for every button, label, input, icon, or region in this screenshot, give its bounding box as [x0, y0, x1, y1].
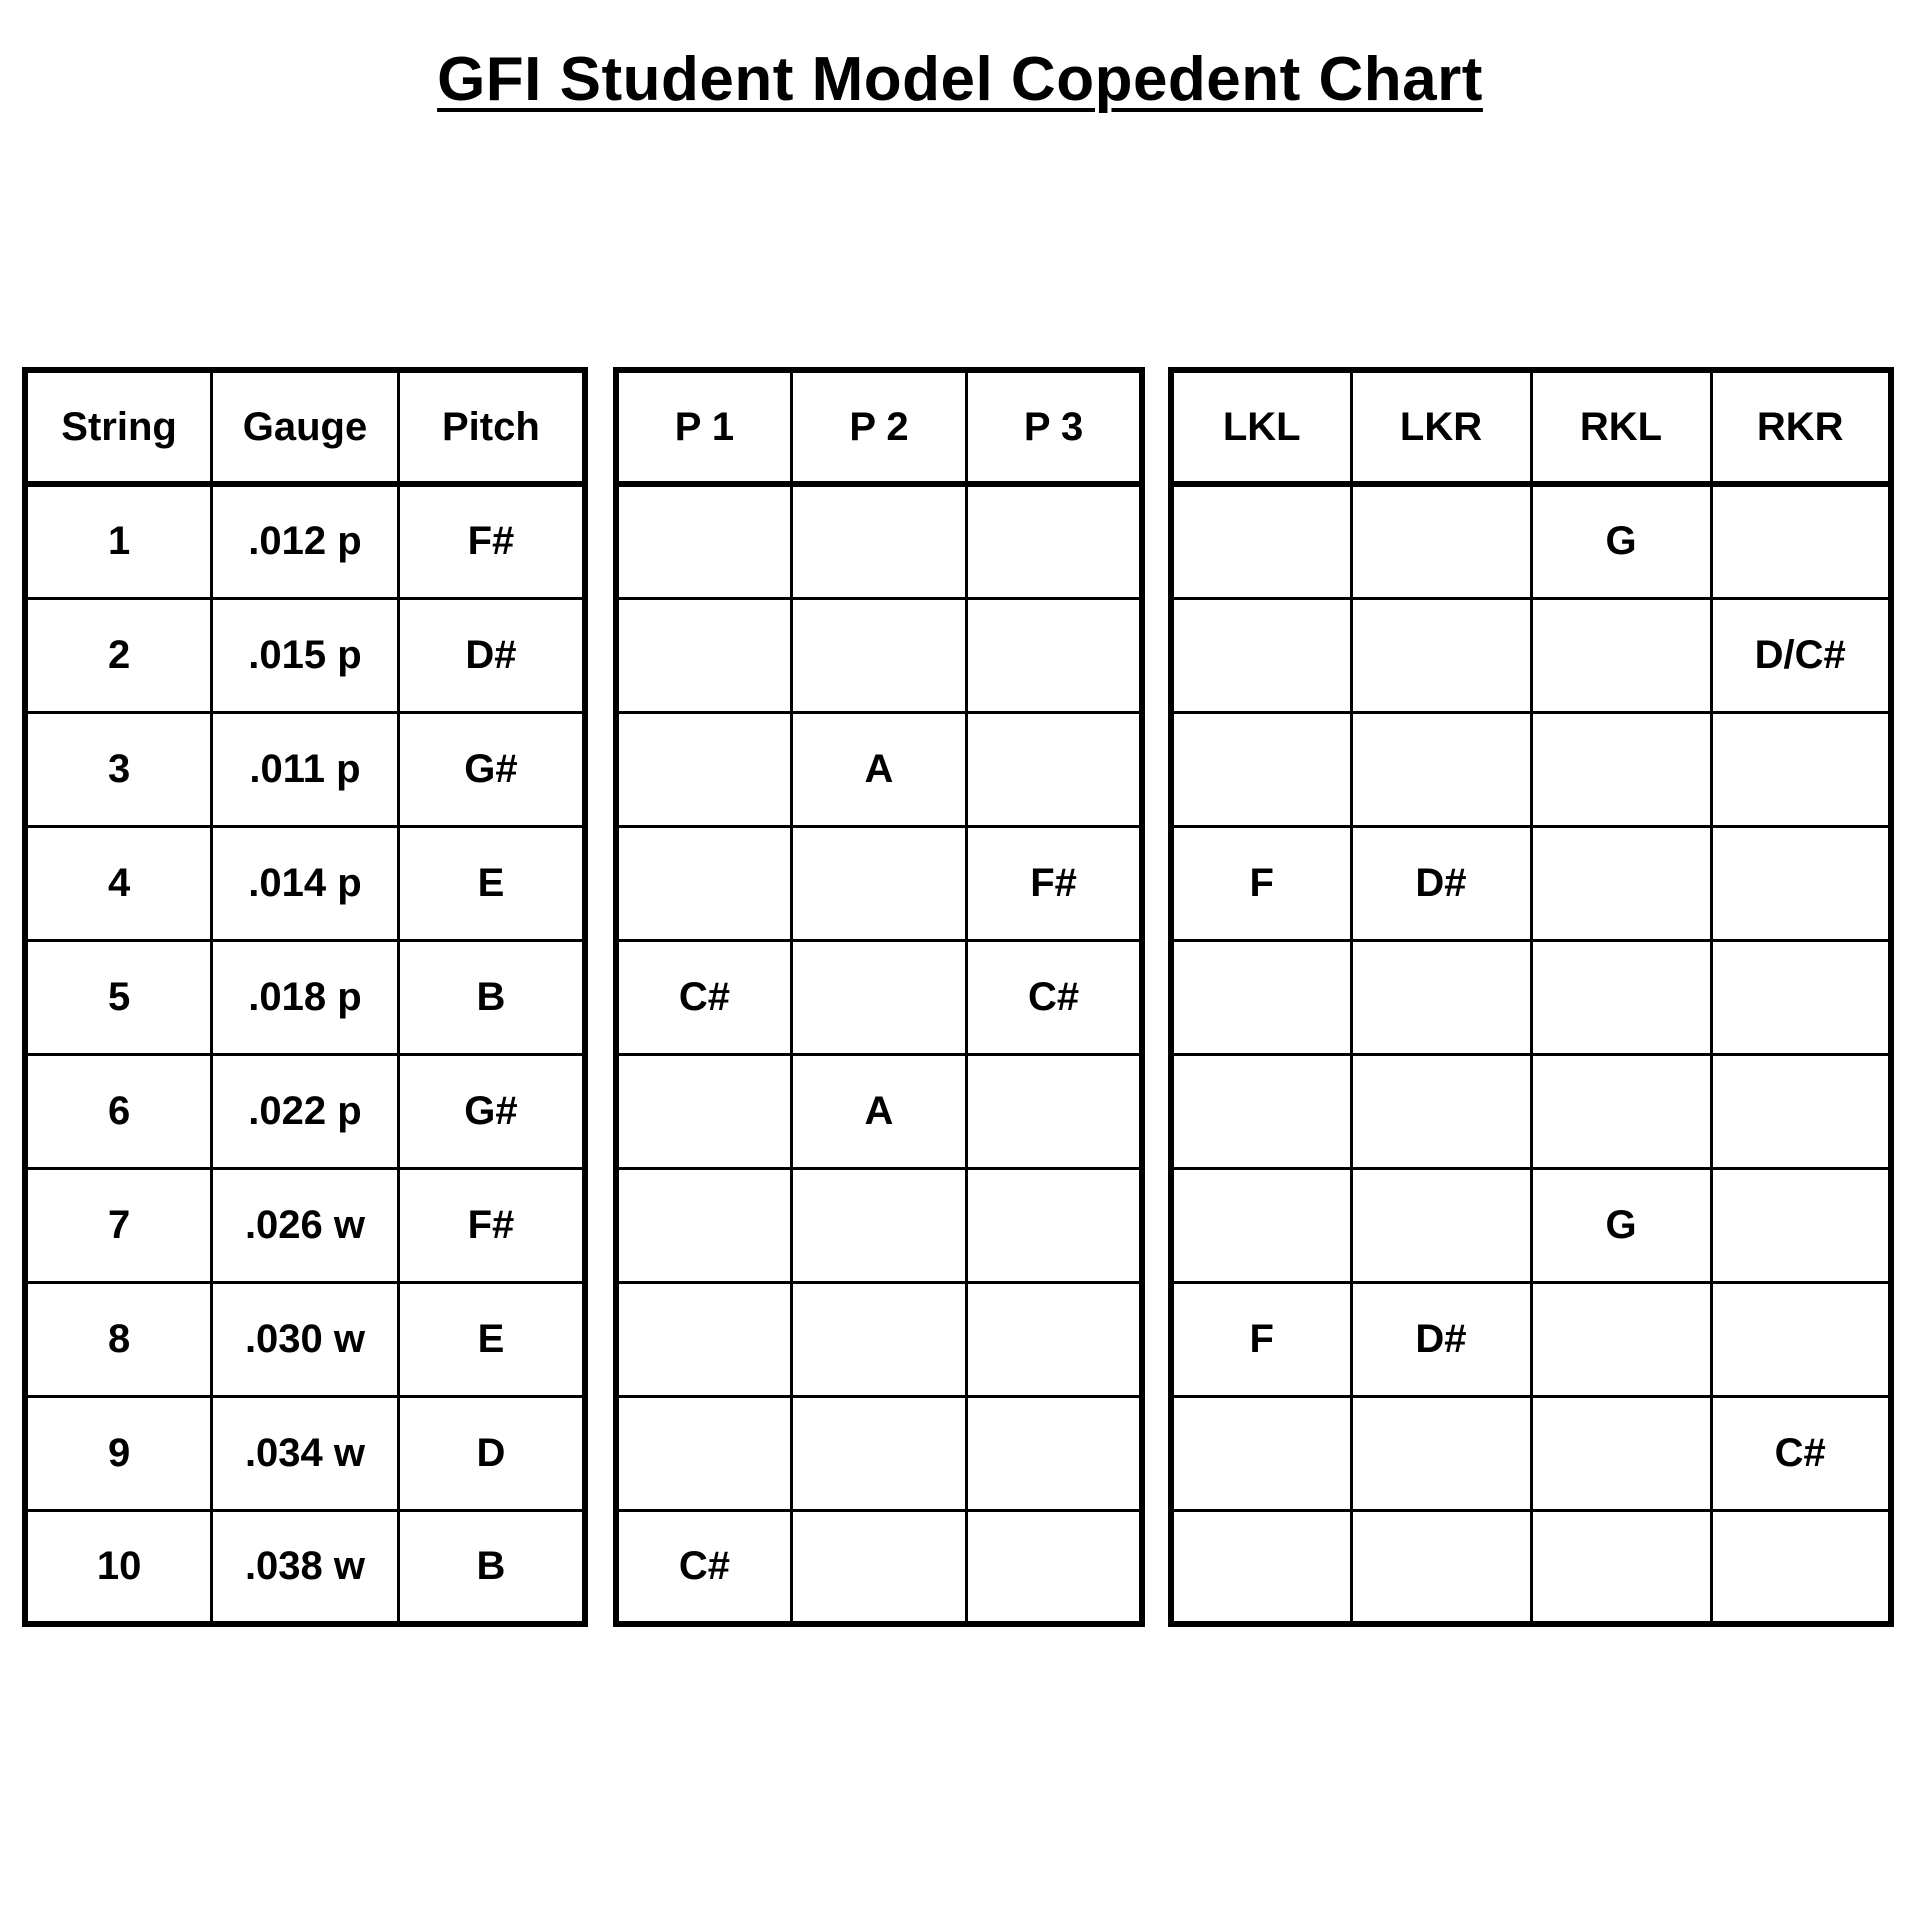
table-cell	[1171, 1054, 1351, 1168]
table-row	[25, 484, 585, 598]
table-cell: F#	[398, 484, 585, 598]
table-cell: 3	[25, 712, 212, 826]
table-cell	[616, 484, 791, 598]
table-cell: 2	[25, 598, 212, 712]
table-cell: G	[1531, 1168, 1711, 1282]
table-cell	[616, 598, 791, 712]
table-cell	[1531, 712, 1711, 826]
strings-table	[22, 367, 588, 1627]
table-cell	[791, 940, 966, 1054]
table-row	[1171, 598, 1891, 712]
table-row	[616, 826, 1142, 940]
header-row	[616, 370, 1142, 484]
column-header: LKR	[1351, 370, 1531, 484]
table-row	[25, 826, 585, 940]
column-header: Pitch	[398, 370, 585, 484]
table-cell	[1171, 484, 1351, 598]
column-header: RKR	[1711, 370, 1891, 484]
column-header: P 1	[616, 370, 791, 484]
table-cell	[967, 1396, 1142, 1510]
table-cell	[616, 1282, 791, 1396]
table-cell	[616, 1168, 791, 1282]
table-cell: G#	[398, 1054, 585, 1168]
table-cell: 4	[25, 826, 212, 940]
column-header: Gauge	[212, 370, 399, 484]
table-row	[616, 1168, 1142, 1282]
table-row	[1171, 940, 1891, 1054]
table-cell	[967, 712, 1142, 826]
table-cell: 6	[25, 1054, 212, 1168]
table-cell	[1711, 1054, 1891, 1168]
page-title: GFI Student Model Copedent Chart	[437, 45, 1483, 114]
table-row	[1171, 484, 1891, 598]
table-cell: F	[1171, 1282, 1351, 1396]
table-cell: B	[398, 1510, 585, 1624]
column-header: LKL	[1171, 370, 1351, 484]
table-cell	[791, 598, 966, 712]
table-cell	[967, 598, 1142, 712]
table-row	[25, 1054, 585, 1168]
table-cell: .034 w	[212, 1396, 399, 1510]
table-cell: E	[398, 826, 585, 940]
table-cell: D#	[398, 598, 585, 712]
table-row	[1171, 1396, 1891, 1510]
table-cell	[1531, 940, 1711, 1054]
table-cell	[791, 1396, 966, 1510]
table-row	[25, 598, 585, 712]
table-cell	[1351, 1510, 1531, 1624]
table-cell	[967, 1282, 1142, 1396]
knee-levers-table	[1168, 367, 1894, 1627]
table-cell	[1351, 1168, 1531, 1282]
table-row	[616, 1282, 1142, 1396]
table-cell	[1351, 712, 1531, 826]
table-row	[25, 712, 585, 826]
table-row	[616, 1396, 1142, 1510]
table-cell	[616, 1054, 791, 1168]
table-cell: D#	[1351, 826, 1531, 940]
table-cell: C#	[1711, 1396, 1891, 1510]
table-cell	[791, 1168, 966, 1282]
table-cell	[1531, 1396, 1711, 1510]
table-row	[616, 712, 1142, 826]
table-cell: .011 p	[212, 712, 399, 826]
table-cell: A	[791, 712, 966, 826]
table-cell: C#	[616, 1510, 791, 1624]
table-row	[616, 1054, 1142, 1168]
table-cell	[967, 1510, 1142, 1624]
table-cell: C#	[616, 940, 791, 1054]
table-cell: .030 w	[212, 1282, 399, 1396]
table-cell: 7	[25, 1168, 212, 1282]
column-header: String	[25, 370, 212, 484]
table-cell: .022 p	[212, 1054, 399, 1168]
table-cell	[1711, 1510, 1891, 1624]
table-cell: .015 p	[212, 598, 399, 712]
table-row	[25, 940, 585, 1054]
table-cell	[1171, 1396, 1351, 1510]
table-cell: 5	[25, 940, 212, 1054]
table-cell	[1171, 1510, 1351, 1624]
table-cell	[1531, 1054, 1711, 1168]
table-cell: F#	[967, 826, 1142, 940]
table-cell: D#	[1351, 1282, 1531, 1396]
table-cell	[1711, 940, 1891, 1054]
table-cell	[1711, 826, 1891, 940]
table-row	[1171, 826, 1891, 940]
table-cell	[1531, 1282, 1711, 1396]
table-cell	[791, 1510, 966, 1624]
table-cell: .018 p	[212, 940, 399, 1054]
table-row	[616, 598, 1142, 712]
table-cell	[1531, 826, 1711, 940]
table-cell	[1351, 1396, 1531, 1510]
table-row	[1171, 712, 1891, 826]
table-cell	[1711, 1282, 1891, 1396]
table-cell	[616, 826, 791, 940]
table-cell	[791, 826, 966, 940]
table-cell	[1711, 1168, 1891, 1282]
table-cell	[1171, 712, 1351, 826]
table-cell	[967, 484, 1142, 598]
table-cell: 9	[25, 1396, 212, 1510]
column-header: P 3	[967, 370, 1142, 484]
table-row	[1171, 1510, 1891, 1624]
table-row	[616, 940, 1142, 1054]
pedals-table	[613, 367, 1145, 1627]
table-cell	[1531, 598, 1711, 712]
table-cell: D/C#	[1711, 598, 1891, 712]
header-row	[25, 370, 585, 484]
table-cell: 8	[25, 1282, 212, 1396]
column-header: P 2	[791, 370, 966, 484]
table-row	[616, 1510, 1142, 1624]
table-cell: F#	[398, 1168, 585, 1282]
table-row	[25, 1510, 585, 1624]
table-cell: .026 w	[212, 1168, 399, 1282]
table-cell: F	[1171, 826, 1351, 940]
table-row	[25, 1282, 585, 1396]
table-cell: .014 p	[212, 826, 399, 940]
table-cell: G#	[398, 712, 585, 826]
table-cell: B	[398, 940, 585, 1054]
table-row	[1171, 1054, 1891, 1168]
table-cell: 1	[25, 484, 212, 598]
table-cell	[616, 1396, 791, 1510]
table-cell	[1171, 940, 1351, 1054]
table-cell: A	[791, 1054, 966, 1168]
table-cell	[616, 712, 791, 826]
table-cell: .012 p	[212, 484, 399, 598]
table-cell	[791, 1282, 966, 1396]
table-cell: G	[1531, 484, 1711, 598]
table-cell	[967, 1168, 1142, 1282]
table-cell	[1171, 598, 1351, 712]
table-cell	[1711, 484, 1891, 598]
table-cell: 10	[25, 1510, 212, 1624]
table-cell	[1351, 598, 1531, 712]
table-cell: C#	[967, 940, 1142, 1054]
table-cell	[1351, 1054, 1531, 1168]
table-cell	[1351, 940, 1531, 1054]
table-row	[25, 1168, 585, 1282]
table-row	[1171, 1168, 1891, 1282]
table-row	[616, 484, 1142, 598]
table-row	[1171, 1282, 1891, 1396]
table-cell	[967, 1054, 1142, 1168]
table-cell	[1351, 484, 1531, 598]
table-cell: E	[398, 1282, 585, 1396]
table-cell	[1531, 1510, 1711, 1624]
table-cell	[791, 484, 966, 598]
header-row	[1171, 370, 1891, 484]
column-header: RKL	[1531, 370, 1711, 484]
table-cell	[1171, 1168, 1351, 1282]
table-cell: D	[398, 1396, 585, 1510]
table-row	[25, 1396, 585, 1510]
table-cell	[1711, 712, 1891, 826]
table-cell: .038 w	[212, 1510, 399, 1624]
